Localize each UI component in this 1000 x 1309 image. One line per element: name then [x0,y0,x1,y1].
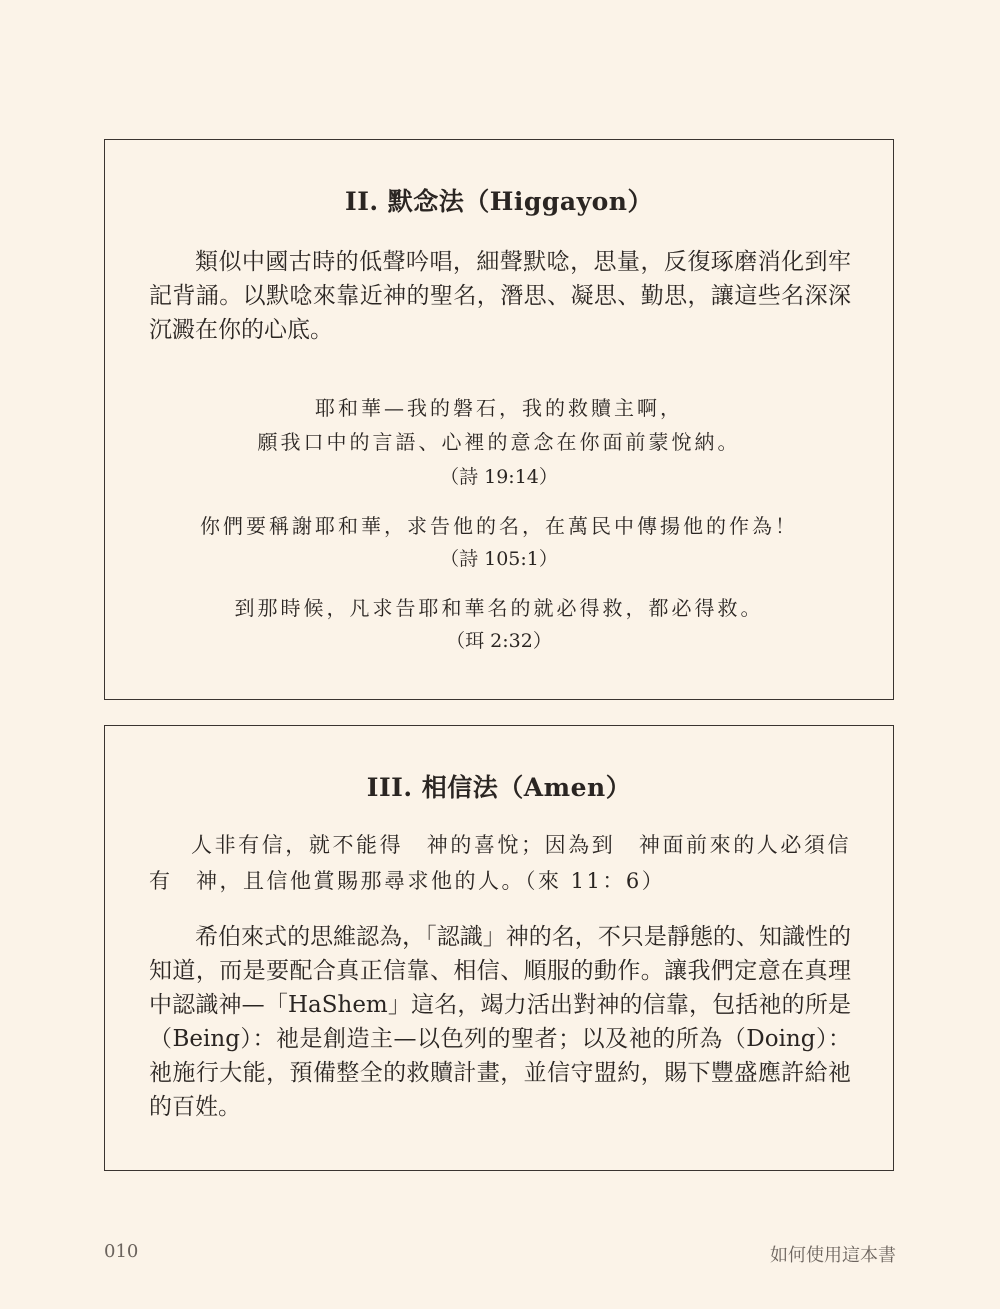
scripture-paragraph: 人非有信，就不能得 神的喜悅；因為到 神面前來的人必須信有 神，且信他賞賜那尋求他的人。（來 11：6） [149,833,851,893]
scripture-reference: （詩 105:1） [440,548,558,570]
section-box-meditation [104,139,894,700]
scripture-quote-line: 願我口中的言語、心裡的意念在你面前蒙悅納。 [257,430,741,454]
scripture-quote-line: 你們要稱謝耶和華，求告他的名，在萬民中傳揚他的作為！ [200,514,798,538]
section-paragraph: 類似中國古時的低聲吟唱，細聲默唸，思量，反復琢磨消化到牢記背誦。以默唸來靠近神的聖名，潛思、凝思、勤思，讓這些名深深沉澱在你的心底。 [149,249,851,343]
running-title: 如何使用這本書 [770,1245,896,1266]
section-paragraph: 希伯來式的思維認為，「認識」神的名，不只是靜態的、知識性的知道，而是要配合真正信靠、相信、順服的動作。讓我們定意在真理中認識神—「HaShem」這名，竭力活出對神的信靠，包括祂的所是（Being）：祂是創造主—以色列的聖者；以及祂的所為（Doing）：祂施行大能，預備整全的救贖計畫，並信守盟約，賜下豐盛應許給祂的百姓。 [149,924,851,1120]
scripture-quote-line: 耶和華—我的磐石，我的救贖主啊， [315,396,683,420]
section-heading: II. 默念法（Higgayon） [345,187,653,216]
scripture-reference: （詩 19:14） [440,466,558,488]
scripture-quote-line: 到那時候，凡求告耶和華名的就必得救，都必得救。 [234,596,764,620]
scripture-reference: （珥 2:32） [446,630,552,652]
section-heading: III. 相信法（Amen） [366,773,632,802]
page-number: 010 [104,1241,139,1262]
section-box-belief [104,725,894,1171]
